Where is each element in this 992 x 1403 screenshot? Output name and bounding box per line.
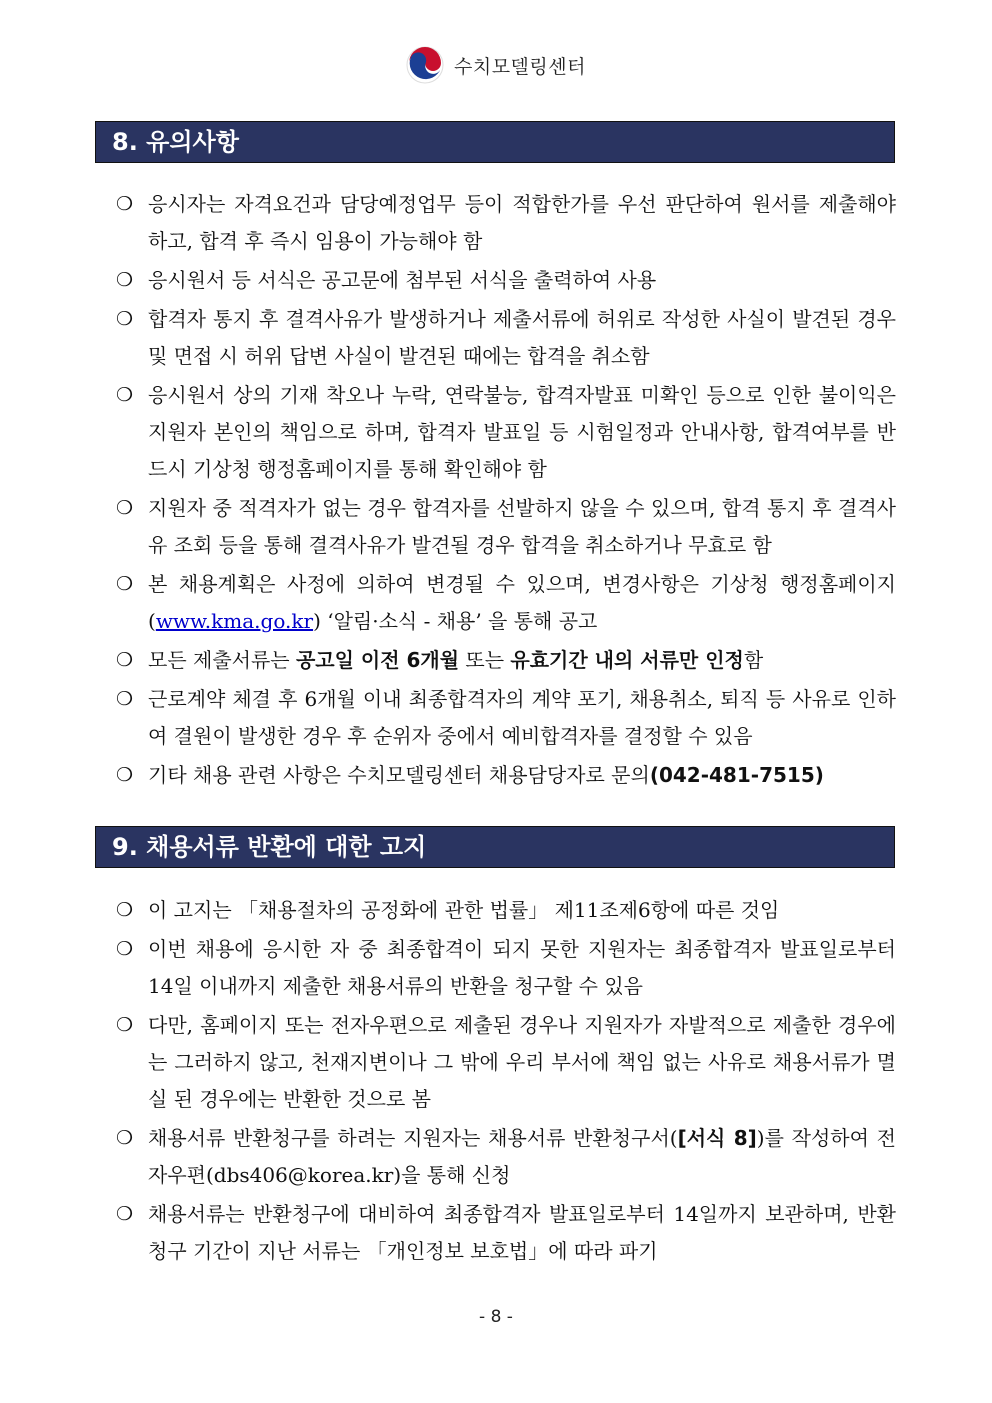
contact-phone: (042-481-7515) (649, 763, 824, 787)
list-item: ❍ 응시원서 등 서식은 공고문에 첨부된 서식을 출력하여 사용 (116, 262, 896, 299)
list-item: ❍ 모든 제출서류는 공고일 이전 6개월 또는 유효기간 내의 서류만 인정함 (116, 642, 896, 679)
section-8-title: 8. 유의사항 (95, 121, 895, 163)
bullet-icon: ❍ (116, 764, 134, 786)
bullet-icon: ❍ (116, 193, 134, 215)
page-number: - 8 - (479, 1307, 513, 1327)
bullet-icon: ❍ (116, 649, 134, 671)
page-header (0, 46, 992, 84)
bullet-icon: ❍ (116, 384, 134, 406)
form-reference: [서식 8] (677, 1126, 757, 1150)
bullet-icon: ❍ (116, 1127, 134, 1149)
list-item: ❍ 응시원서 상의 기재 착오나 누락, 연락불능, 합격자발표 미확인 등으로 인한 불이익은 지원자 본인의 책임으로 하며, 합격자 발표일 등 시험일정과 안내사항, 합격여부를 반드시 기상청 행정홈페이지를 통해 확인해야 함 (116, 377, 896, 488)
bullet-icon: ❍ (116, 1014, 134, 1036)
bullet-icon: ❍ (116, 573, 134, 595)
bullet-icon: ❍ (116, 688, 134, 710)
bullet-icon: ❍ (116, 1203, 134, 1225)
bullet-icon: ❍ (116, 938, 134, 960)
list-item: ❍ 합격자 통지 후 결격사유가 발생하거나 제출서류에 허위로 작성한 사실이 발견된 경우 및 면접 시 허위 답변 사실이 발견된 때에는 합격을 취소함 (116, 301, 896, 375)
list-item: ❍ 채용서류는 반환청구에 대비하여 최종합격자 발표일로부터 14일까지 보관하며, 반환청구 기간이 지난 서류는 「개인정보 보호법」에 따라 파기 (116, 1196, 896, 1270)
list-item: ❍ 채용서류 반환청구를 하려는 지원자는 채용서류 반환청구서([서식 8])를 작성하여 전자우편(dbs406@korea.kr)을 통해 신청 (116, 1120, 896, 1194)
list-item: ❍ 다만, 홈페이지 또는 전자우편으로 제출된 경우나 지원자가 자발적으로 제출한 경우에는 그러하지 않고, 천재지변이나 그 밖에 우리 부서에 책임 없는 사유로 채용서류가 멸실 된 경우에는 반환한 것으로 봄 (116, 1007, 896, 1118)
kma-website-link[interactable]: www.kma.go.kr (155, 609, 314, 633)
bullet-icon: ❍ (116, 497, 134, 519)
bullet-icon: ❍ (116, 269, 134, 291)
section-8-list (116, 186, 896, 796)
list-item: ❍ 지원자 중 적격자가 없는 경우 합격자를 선발하지 않을 수 있으며, 합격 통지 후 결격사유 조회 등을 통해 결격사유가 발견될 경우 합격을 취소하거나 무효로 함 (116, 490, 896, 564)
org-name: 수치모델링센터 (454, 55, 586, 78)
list-item: ❍ 본 채용계획은 사정에 의하여 변경될 수 있으며, 변경사항은 기상청 행정홈페이지(www.kma.go.kr) ‘알림·소식 - 채용’ 을 통해 공고 (116, 566, 896, 640)
bullet-icon: ❍ (116, 899, 134, 921)
list-item: ❍ 기타 채용 관련 사항은 수치모델링센터 채용담당자로 문의(042-481-7515) (116, 757, 896, 794)
list-item: ❍ 이 고지는 「채용절차의 공정화에 관한 법률」 제11조제6항에 따른 것임 (116, 892, 896, 929)
list-item: ❍ 이번 채용에 응시한 자 중 최종합격이 되지 못한 지원자는 최종합격자 발표일로부터 14일 이내까지 제출한 채용서류의 반환을 청구할 수 있음 (116, 931, 896, 1005)
taegeuk-logo-icon (406, 46, 444, 84)
list-item: ❍ 응시자는 자격요건과 담당예정업무 등이 적합한가를 우선 판단하여 원서를 제출해야 하고, 합격 후 즉시 임용이 가능해야 함 (116, 186, 896, 260)
bullet-icon: ❍ (116, 308, 134, 330)
section-9-title: 9. 채용서류 반환에 대한 고지 (95, 826, 895, 868)
list-item: ❍ 근로계약 체결 후 6개월 이내 최종합격자의 계약 포기, 채용취소, 퇴직 등 사유로 인하여 결원이 발생한 경우 후 순위자 중에서 예비합격자를 결정할 수 있음 (116, 681, 896, 755)
section-9-list (116, 892, 896, 1272)
